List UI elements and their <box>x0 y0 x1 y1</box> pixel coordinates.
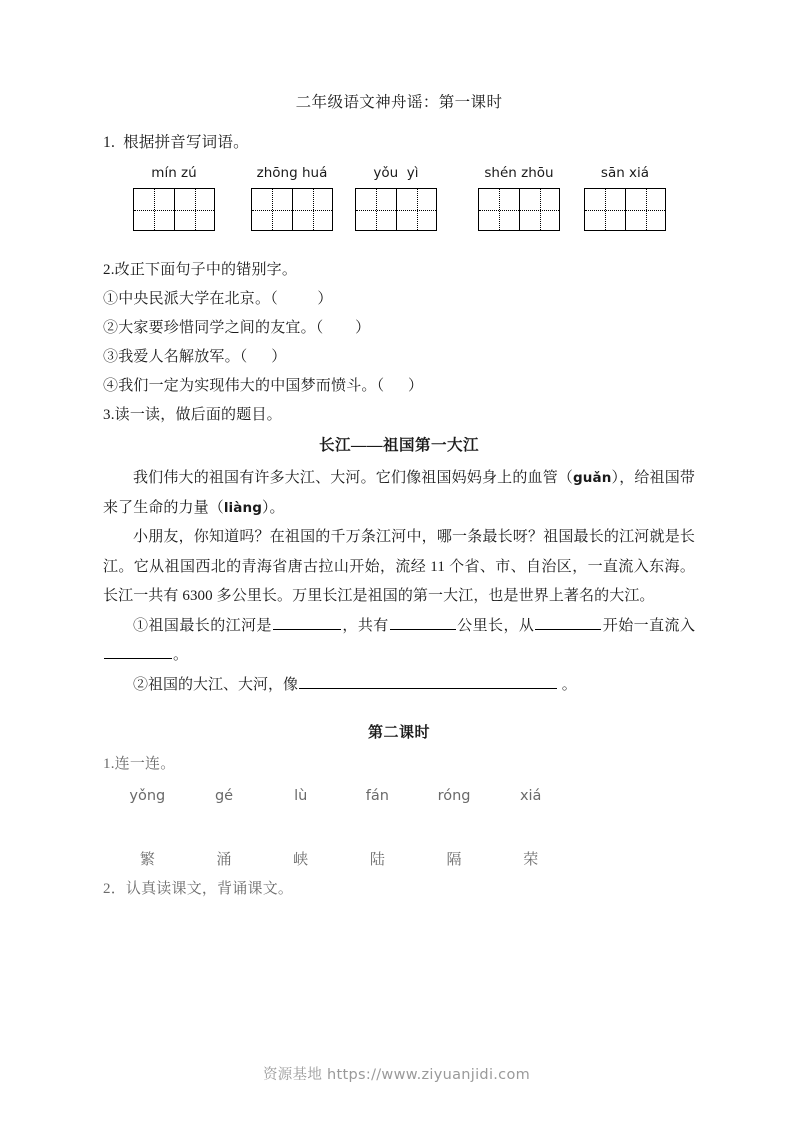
page-title: 二年级语文神舟谣：第一课时 <box>295 94 503 111</box>
paragraph-1-text-a: 我们伟大的祖国有许多大江、大河。它们像祖国妈妈身上的血管（ <box>133 470 574 486</box>
sub-question-1-text-b: ，共有 <box>341 617 389 634</box>
question-2-item-3[interactable]: ③我爱人名解放军。（ ） <box>103 349 287 365</box>
match-hanzi-row <box>109 847 569 873</box>
pinyin-label-3: yǒu yì <box>373 165 419 181</box>
tianzige-grid-3[interactable] <box>355 188 437 231</box>
match-hanzi-6[interactable]: 荣 <box>523 852 539 868</box>
tianzige-cell[interactable] <box>174 189 214 230</box>
article-paragraph-1 <box>103 464 695 523</box>
pinyin-word-group-3 <box>355 164 437 231</box>
pinyin-word-group-1 <box>133 164 215 231</box>
inline-pinyin-guan: guǎn <box>573 470 612 486</box>
sub-question-1-text-e: 。 <box>173 647 189 663</box>
match-hanzi-2[interactable]: 涌 <box>216 852 232 868</box>
tianzige-cell[interactable] <box>396 189 436 230</box>
paragraph-2-number-provinces: 11 <box>430 558 445 575</box>
answer-blank-length[interactable] <box>390 614 456 630</box>
lesson-two-question-2-prompt: 2．认真读课文，背诵课文。 <box>103 881 294 897</box>
paragraph-2-text-a: 小朋友，你知道吗？在祖国的千万条江河中，哪一条最长呀？祖国最长的江河就是长江。它从祖国西北的青海省唐古拉山开始，流经 <box>103 529 695 575</box>
match-hanzi-1[interactable]: 繁 <box>139 852 155 868</box>
sub-question-1 <box>103 612 695 671</box>
footer-watermark: 资源基地 https://www.ziyuanjidi.com <box>262 1067 531 1083</box>
tianzige-grid-4[interactable] <box>478 188 560 231</box>
pinyin-word-group-5 <box>584 164 666 231</box>
answer-blank-simile[interactable] <box>299 673 557 689</box>
tianzige-cell[interactable] <box>252 189 292 230</box>
match-pinyin-1[interactable]: yǒng <box>129 788 166 804</box>
question-2-item-4[interactable]: ④我们一定为实现伟大的中国梦而愤斗。（ ） <box>103 378 424 394</box>
question-2-item-1[interactable]: ①中央民派大学在北京。（ ） <box>103 291 333 307</box>
tianzige-cell[interactable] <box>479 189 519 230</box>
pinyin-word-group-4 <box>478 164 560 231</box>
tianzige-cell[interactable] <box>356 189 396 230</box>
match-pinyin-row <box>109 783 569 809</box>
paragraph-1-text-b: ），给祖国带来了生命的力量（ <box>103 470 695 516</box>
pinyin-word-group-2 <box>251 164 333 231</box>
match-pinyin-5[interactable]: róng <box>437 788 471 804</box>
tianzige-grid-2[interactable] <box>251 188 333 231</box>
tianzige-cell[interactable] <box>585 189 625 230</box>
match-hanzi-4[interactable]: 陆 <box>369 852 385 868</box>
pinyin-grid-block <box>103 164 695 256</box>
paragraph-2-text-b: 个省、市、自治区，一直流入东海。长江一共有 <box>103 558 696 604</box>
pinyin-label-2: zhōng huá <box>256 165 328 181</box>
sub-question-2-text-b: 。 <box>558 676 577 693</box>
tianzige-cell[interactable] <box>625 189 665 230</box>
question-3-prompt: 3.读一读，做后面的题目。 <box>103 407 282 423</box>
match-pinyin-4[interactable]: fán <box>365 788 389 804</box>
paragraph-1-text-c: ）。 <box>261 499 285 516</box>
tianzige-grid-5[interactable] <box>584 188 666 231</box>
lesson-two-question-1-prompt: 1.连一连。 <box>103 756 176 772</box>
tianzige-cell[interactable] <box>519 189 559 230</box>
answer-blank-river-name[interactable] <box>273 614 341 630</box>
paragraph-2-number-length: 6300 <box>182 588 213 604</box>
inline-pinyin-liang: liàng <box>223 499 262 516</box>
match-hanzi-3[interactable]: 峡 <box>293 852 309 868</box>
question-2-prompt: 2.改正下面句子中的错别字。 <box>103 262 298 278</box>
sub-question-1-text-d: 开始一直流入 <box>602 617 695 634</box>
pinyin-label-5: sān xiá <box>600 165 650 181</box>
question-1-prompt: 1. 根据拼音写词语。 <box>103 134 249 151</box>
worksheet-content <box>103 92 695 904</box>
answer-blank-destination[interactable] <box>104 643 172 659</box>
sub-question-2 <box>103 671 695 701</box>
pinyin-label-1: mín zú <box>151 165 197 181</box>
tianzige-cell[interactable] <box>292 189 332 230</box>
match-hanzi-5[interactable]: 隔 <box>446 852 462 868</box>
match-pinyin-6[interactable]: xiá <box>519 788 542 804</box>
question-2-item-2[interactable]: ②大家要珍惜同学之间的友宜。（ ） <box>103 320 371 336</box>
article-title: 长江——祖国第一大江 <box>318 437 479 454</box>
paragraph-2-text-c: 多公里长。万里长江是祖国的第一大江，也是世界上著名的大江。 <box>212 588 655 604</box>
match-exercise <box>103 783 695 873</box>
match-pinyin-2[interactable]: gé <box>214 788 234 804</box>
sub-question-2-text-a: ②祖国的大江、大河，像 <box>133 676 299 693</box>
lesson-two-title: 第二课时 <box>367 725 430 741</box>
match-drawing-area[interactable] <box>103 809 695 847</box>
tianzige-cell[interactable] <box>134 189 174 230</box>
sub-question-1-text-c: 公里长，从 <box>456 617 535 634</box>
pinyin-label-4: shén zhōu <box>484 165 554 181</box>
article-paragraph-2 <box>103 523 695 612</box>
sub-question-1-text-a: ①祖国最长的江河是 <box>133 617 272 634</box>
answer-blank-origin[interactable] <box>535 614 601 630</box>
match-pinyin-3[interactable]: lù <box>294 788 308 804</box>
tianzige-grid-1[interactable] <box>133 188 215 231</box>
